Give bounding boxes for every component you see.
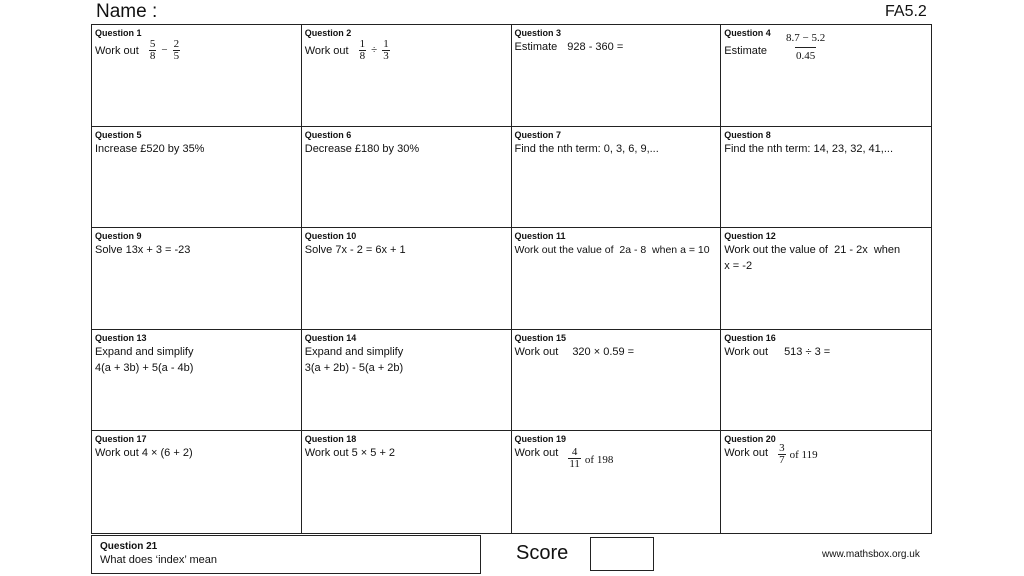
question-label: Question 11 bbox=[514, 231, 566, 242]
question-label: Question 20 bbox=[724, 434, 776, 445]
fraction: $\frac{2}{5}$ bbox=[173, 38, 180, 62]
question-label: Question 16 bbox=[724, 332, 776, 343]
question-text: Estimate bbox=[514, 41, 558, 53]
question-text: Work out bbox=[514, 345, 559, 358]
question-cell-12[interactable] bbox=[721, 228, 931, 330]
question-text: Work out the value of 21 - 2x when bbox=[724, 244, 901, 257]
question-label: Question 8 bbox=[724, 129, 771, 140]
operator: − bbox=[161, 44, 168, 57]
question-cell-5[interactable] bbox=[92, 127, 302, 229]
question-cell-17[interactable] bbox=[92, 431, 302, 533]
question-label: Question 10 bbox=[304, 231, 357, 242]
question-cell-15[interactable] bbox=[512, 330, 722, 432]
question-label: Question 19 bbox=[514, 434, 567, 445]
question-text: Work out 4 × (6 + 2) bbox=[95, 447, 193, 460]
question-text: Decrease £180 by 30% bbox=[304, 142, 420, 155]
question-label: Question 15 bbox=[514, 332, 567, 343]
question-label: Question 14 bbox=[304, 332, 357, 343]
question-text: Find the nth term: 14, 23, 32, 41,... bbox=[724, 142, 894, 155]
question-label: Question 18 bbox=[304, 434, 357, 445]
question-cell-4[interactable] bbox=[721, 25, 931, 127]
question-expression: 320 × 0.59 = bbox=[572, 345, 635, 358]
website-link[interactable]: www.mathsbox.org.uk bbox=[822, 549, 920, 560]
question-label: Question 5 bbox=[95, 129, 142, 140]
question-text: Increase £520 by 35% bbox=[95, 142, 205, 155]
question-text: Work out the value of 2a - 8 when a = 10 bbox=[514, 244, 710, 257]
question-label: Question 12 bbox=[724, 231, 776, 242]
fraction: $\frac{1}{8}$ bbox=[359, 38, 366, 62]
question-cell-1[interactable] bbox=[92, 25, 302, 127]
question-text: Expand and simplify bbox=[95, 345, 194, 358]
question-cell-20[interactable] bbox=[721, 431, 931, 533]
question-label: Question 7 bbox=[514, 129, 562, 140]
question-text: Estimate bbox=[724, 44, 768, 57]
fraction: $\frac{5}{8}$ bbox=[149, 38, 156, 62]
question-cell-16[interactable] bbox=[721, 330, 931, 432]
question-label: Question 17 bbox=[95, 434, 147, 445]
question-expression: 3(a + 2b) - 5(a + 2b) bbox=[304, 361, 404, 374]
name-label: Name : bbox=[96, 1, 158, 22]
question-grid bbox=[91, 24, 932, 534]
question-cell-7[interactable] bbox=[512, 127, 722, 229]
operator: ÷ bbox=[371, 44, 378, 57]
score-box[interactable] bbox=[590, 537, 654, 571]
question-cell-9[interactable] bbox=[92, 228, 302, 330]
question-label: Question 3 bbox=[514, 28, 562, 38]
question-cell-8[interactable] bbox=[721, 127, 931, 229]
question-cell-10[interactable] bbox=[302, 228, 512, 330]
question-cell-11[interactable] bbox=[512, 228, 722, 330]
worksheet-code: FA5.2 bbox=[885, 3, 927, 20]
question-text: Expand and simplify bbox=[304, 345, 404, 358]
question-text: Work out bbox=[724, 447, 769, 460]
question-label: Question 1 bbox=[95, 28, 142, 38]
question-text-line2: x = -2 bbox=[724, 260, 753, 273]
question-label: Question 2 bbox=[304, 28, 352, 38]
question-cell-19[interactable] bbox=[512, 431, 722, 533]
question-cell-13[interactable] bbox=[92, 330, 302, 432]
fraction: $\frac{8.7 - 5.2}{0.45}$ bbox=[786, 32, 826, 62]
question-cell-18[interactable] bbox=[302, 431, 512, 533]
question-label: Question 6 bbox=[304, 129, 352, 140]
question-cell-14[interactable] bbox=[302, 330, 512, 432]
question-label: Question 9 bbox=[95, 231, 142, 242]
question-text: Solve 13x + 3 = -23 bbox=[95, 244, 191, 257]
question-suffix: of 119 bbox=[789, 448, 818, 461]
question-cell-3[interactable] bbox=[512, 25, 722, 127]
score-label: Score bbox=[516, 542, 569, 564]
question-text: Work out 5 × 5 + 2 bbox=[304, 447, 396, 460]
question-cell-2[interactable] bbox=[302, 25, 512, 127]
question-text: Solve 7x - 2 = 6x + 1 bbox=[304, 244, 406, 257]
question-text: Work out bbox=[724, 345, 769, 358]
question-cell-6[interactable] bbox=[302, 127, 512, 229]
fraction: $\frac{4}{11}$ bbox=[569, 446, 580, 471]
fraction: $\frac{1}{3}$ bbox=[383, 38, 389, 62]
question-text: Find the nth term: 0, 3, 6, 9,... bbox=[514, 142, 659, 155]
question-suffix: of 198 bbox=[584, 453, 614, 466]
question-text: What does ‘index’ mean bbox=[100, 554, 217, 566]
question-label: Question 21 bbox=[100, 541, 158, 552]
question-cell-21[interactable] bbox=[91, 535, 481, 574]
question-text: Work out bbox=[514, 447, 559, 460]
question-expression: 513 ÷ 3 = bbox=[784, 345, 831, 358]
fraction: $\frac{3}{7}$ bbox=[779, 442, 785, 467]
question-expression: 4(a + 3b) + 5(a - 4b) bbox=[95, 361, 194, 374]
question-text: Work out bbox=[95, 44, 139, 57]
question-label: Question 4 bbox=[724, 28, 771, 38]
question-label: Question 13 bbox=[95, 332, 147, 343]
question-expression: 928 - 360 = bbox=[567, 41, 624, 53]
question-text: Work out bbox=[304, 44, 349, 57]
